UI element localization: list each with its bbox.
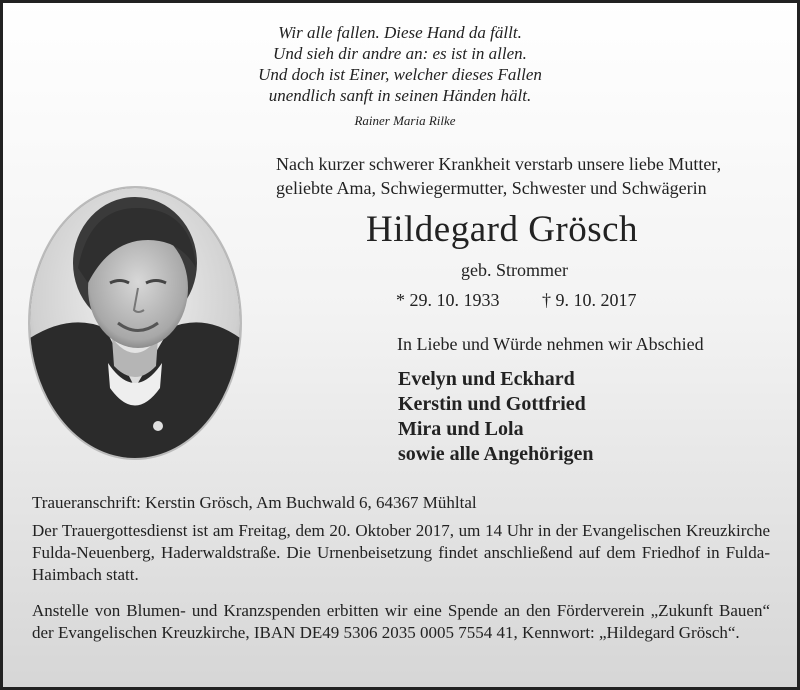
portrait-photo <box>28 186 242 460</box>
birth-date: * 29. 10. 1933 <box>396 290 500 310</box>
mourning-address <box>32 492 770 514</box>
intro-line: Nach kurzer schwerer Krankheit verstarb unsere liebe Mutter, <box>276 154 722 174</box>
deceased-name: Hildegard Grösch <box>366 209 639 250</box>
mourner-entry: Evelyn und Eckhard <box>398 368 575 390</box>
maiden-name: geb. Strommer <box>461 260 568 280</box>
poem-line: Und doch ist Einer, welcher dieses Fallen <box>258 65 542 84</box>
intro-line: geliebte Ama, Schwiegermutter, Schwester und Schwägerin <box>276 178 707 198</box>
poem-line: Und sieh dir andre an: es ist in allen. <box>273 44 527 63</box>
address-label: Traueranschrift: <box>32 493 141 512</box>
poem <box>0 22 800 131</box>
service-text: Der Trauergottesdienst ist am Freitag, dem 20. Oktober 2017, um 14 Uhr in der Evangelischen Kreuzkirche Fulda-Neuenberg, Haderwaldstraße. Die Urnenbeisetzung findet anschließend auf dem Friedhof in Fulda-Haimbach statt. <box>32 521 770 584</box>
mourner-entry: sowie alle Angehörigen <box>398 443 594 465</box>
service-info <box>32 520 770 586</box>
mourner-entry: Mira und Lola <box>398 418 524 440</box>
poem-line: unendlich sanft in seinen Händen hält. <box>268 86 532 105</box>
portrait-image <box>30 188 240 458</box>
poem-author: Rainer Maria Rilke <box>354 113 456 128</box>
mourners-list <box>398 367 594 467</box>
poem-line: Wir alle fallen. Diese Hand da fällt. <box>278 23 522 42</box>
address-text: Kerstin Grösch, Am Buchwald 6, 64367 Mühltal <box>145 493 477 512</box>
mourner-entry: Kerstin und Gottfried <box>398 393 586 415</box>
death-date: † 9. 10. 2017 <box>542 290 637 310</box>
death-announcement-intro <box>276 152 796 200</box>
farewell-line: In Liebe und Würde nehmen wir Abschied <box>397 334 704 354</box>
donation-text: Anstelle von Blumen- und Kranzspenden erbitten wir eine Spende an den Förderverein „Zukunft Bauen“ der Evangelischen Kreuzkirche, IBAN DE49 5306 2035 0005 7554 41, Kennwort: „Hildegard Grösch“. <box>32 601 770 642</box>
life-dates <box>396 290 637 311</box>
donation-info <box>32 600 770 644</box>
